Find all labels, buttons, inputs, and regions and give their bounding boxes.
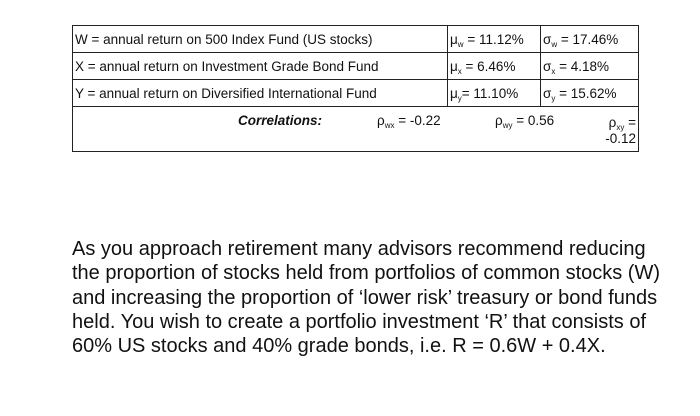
- correlation-wy: $\rho_{wy} = 0.56$: [495, 113, 555, 130]
- std-dev-cell: $\sigma_w = 17.46\%$: [541, 26, 639, 53]
- fund-description: W = annual return on 500 Index Fund (US stocks): [73, 26, 448, 53]
- table-row: [73, 53, 639, 80]
- problem-paragraph: As you approach retirement many advisors recommend reducing the proportion of stocks held from portfolios of common stocks (W) and increasing the proportion of ‘lower risk’ treasury or bond funds held. You wish to create a portfolio investment ‘R’ that consists of 60% US stocks and 40% grade bonds, i.e. R = 0.6W + 0.4X.: [72, 238, 660, 358]
- correlations-row: [73, 107, 639, 152]
- mean-return-cell: $\mu_w = 11.12\%$: [448, 26, 541, 53]
- mean-return-cell: $\mu_x = 6.46\%$: [448, 53, 541, 80]
- correlations-label: Correlations:: [238, 113, 323, 128]
- correlation-wx: $\rho_{wx} = -0.22$: [377, 113, 441, 130]
- std-dev-cell: $\sigma_y = 15.62\%$: [541, 80, 639, 107]
- fund-statistics-table: [72, 25, 639, 152]
- std-dev-cell: $\sigma_x = 4.18\%$: [541, 53, 639, 80]
- fund-description: X = annual return on Investment Grade Bond Fund: [73, 53, 448, 80]
- correlations-cell: [73, 107, 639, 152]
- table-row: [73, 26, 639, 53]
- table-row: [73, 80, 639, 107]
- mean-return-cell: $\mu_y= 11.10\%$: [448, 80, 541, 107]
- fund-description: Y = annual return on Diversified International Fund: [73, 80, 448, 107]
- correlation-xy: $\rho_{xy}$ = -0.12: [605, 115, 636, 146]
